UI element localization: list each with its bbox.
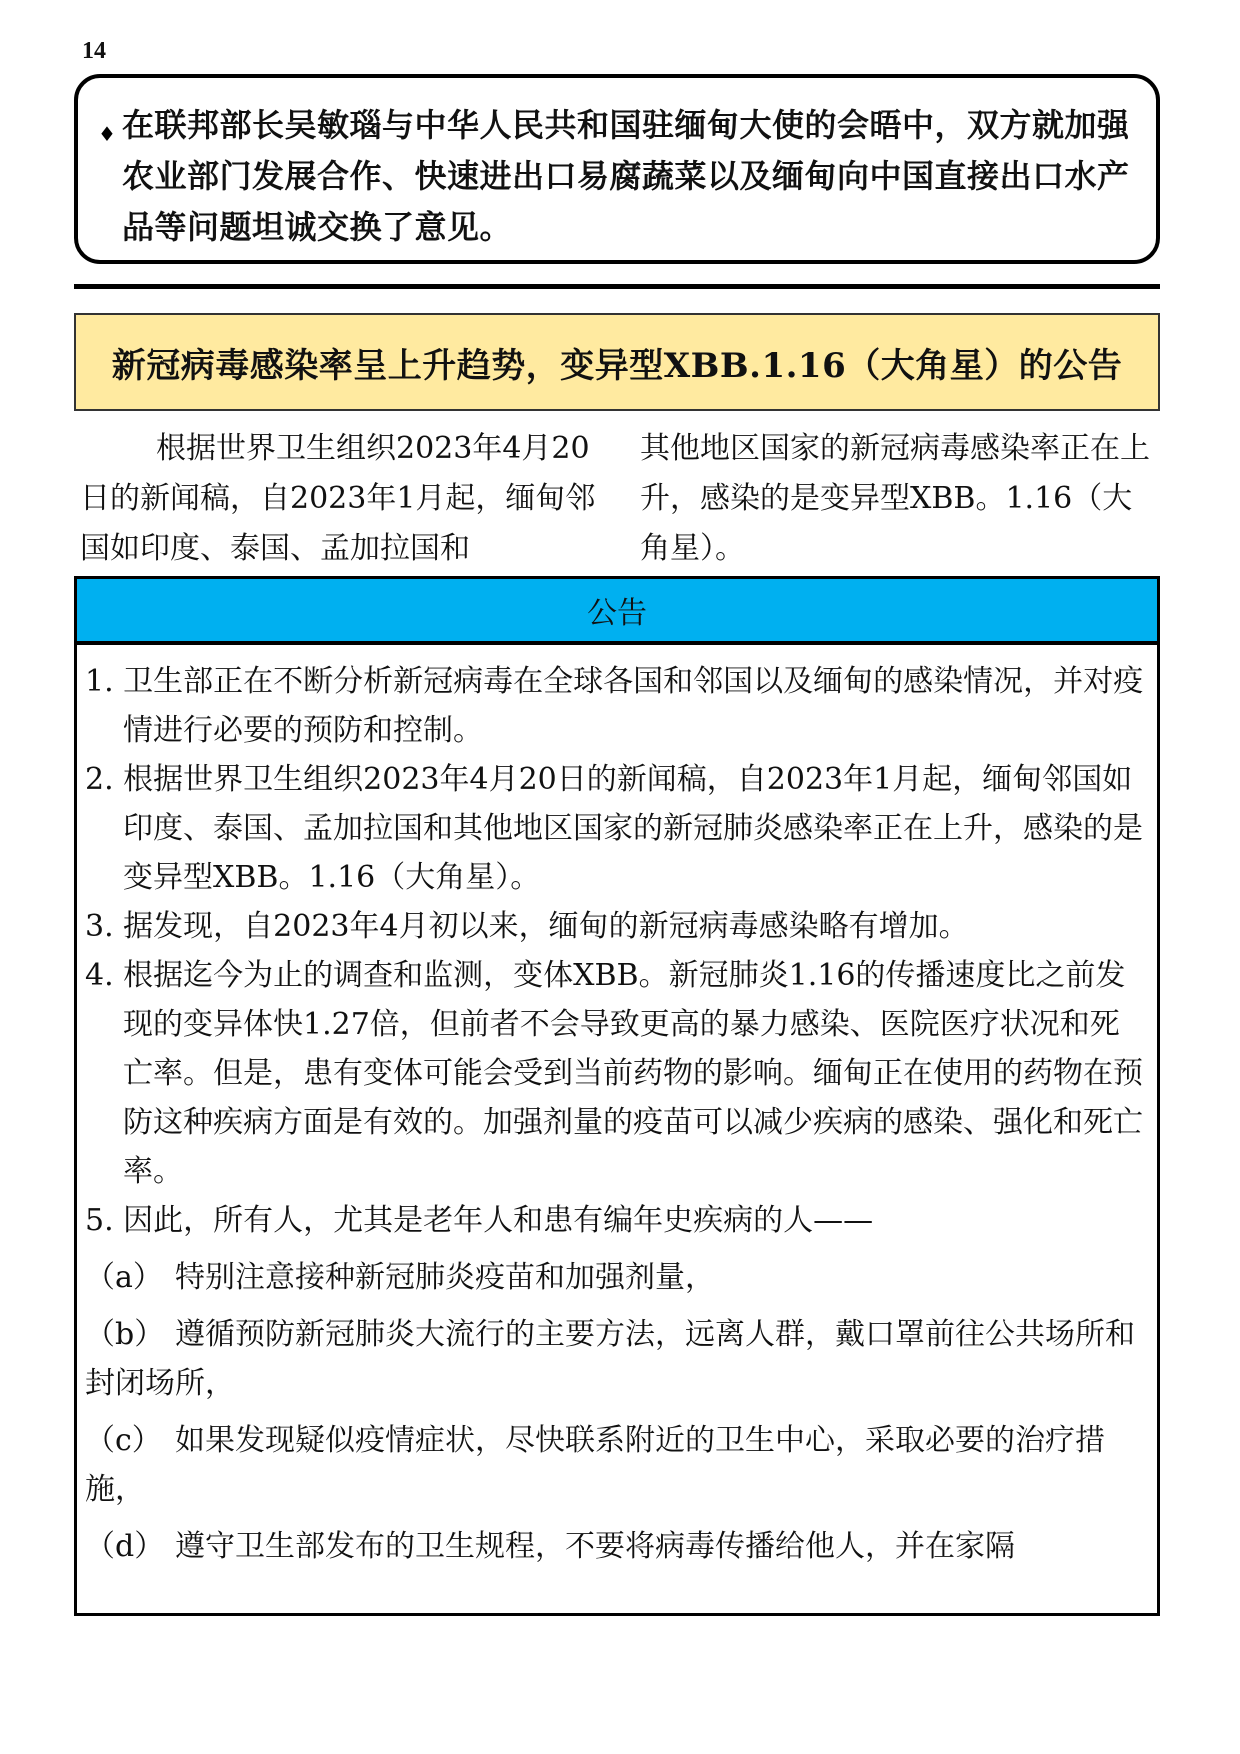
notice-item: 4. 根据迄今为止的调查和监测，变体XBB。新冠肺炎1.16的传播速度比之前发现的变异体快1.27倍，但前者不会导致更高的暴力感染、医院医疗状况和死亡率。但是，患有变体可能会受到当前药物的影响。缅甸正在使用的药物在预防这种疾病方面是有效的。加强剂量的疫苗可以减少疾病的感染、强化和死亡率。 xyxy=(85,958,1143,1189)
subitem-mark: （d） xyxy=(85,1529,165,1564)
highlight-box xyxy=(74,74,1160,264)
subitem-mark: （a） xyxy=(85,1260,163,1295)
subitem-mark: （c） xyxy=(85,1423,162,1458)
notice-box xyxy=(74,576,1160,1616)
highlight-text: 在联邦部长吴敏瑙与中华人民共和国驻缅甸大使的会晤中，双方就加强农业部门发展合作、快速进出口易腐蔬菜以及缅甸向中国直接出口水产品等问题坦诚交换了意见。 xyxy=(122,106,1130,246)
notice-item: 5. 因此，所有人，尤其是老年人和患有编年史疾病的人—— xyxy=(85,1203,874,1238)
subitem-text: 特别注意接种新冠肺炎疫苗和加强剂量， xyxy=(175,1260,715,1295)
subitem-mark: （b） xyxy=(85,1317,165,1352)
notice-item: 1. 卫生部正在不断分析新冠病毒在全球各国和邻国以及缅甸的感染情况，并对疫情进行必要的预防和控制。 xyxy=(85,664,1144,748)
notice-body xyxy=(77,645,1157,1571)
section-divider xyxy=(74,284,1160,289)
headline-box xyxy=(74,313,1160,411)
notice-subitem xyxy=(85,1522,1147,1571)
notice-item: 3. 据发现，自2023年4月初以来，缅甸的新冠病毒感染略有增加。 xyxy=(85,909,969,944)
headline: 新冠病毒感染率呈上升趋势，变异型XBB.1.16（大角星）的公告 xyxy=(111,345,1123,386)
notice-header: 公告 xyxy=(77,579,1157,645)
subitem-text: 如果发现疑似疫情症状，尽快联系附近的卫生中心，采取必要的治疗措施， xyxy=(85,1423,1105,1507)
notice-subitem xyxy=(85,1253,1147,1302)
subitem-text: 遵循预防新冠肺炎大流行的主要方法，远离人群，戴口罩前往公共场所和封闭场所， xyxy=(85,1317,1135,1401)
page-number: 14 xyxy=(82,38,106,64)
intro-column-left: 根据世界卫生组织2023年4月20日的新闻稿，自2023年1月起，缅甸邻国如印度、泰国、孟加拉国和 xyxy=(80,431,596,566)
intro-column-right: 其他地区国家的新冠病毒感染率正在上升，感染的是变异型XBB。1.16（大角星）。 xyxy=(640,431,1150,566)
notice-item: 2. 根据世界卫生组织2023年4月20日的新闻稿，自2023年1月起，缅甸邻国如印度、泰国、孟加拉国和其他地区国家的新冠肺炎感染率正在上升，感染的是变异型XBB。1.16（大角星）。 xyxy=(85,762,1143,895)
notice-subitem xyxy=(85,1310,1147,1408)
bullet-diamond-icon: ♦ xyxy=(98,122,116,146)
notice-subitem xyxy=(85,1416,1147,1514)
subitem-text: 遵守卫生部发布的卫生规程，不要将病毒传播给他人，并在家隔 xyxy=(175,1529,1015,1564)
